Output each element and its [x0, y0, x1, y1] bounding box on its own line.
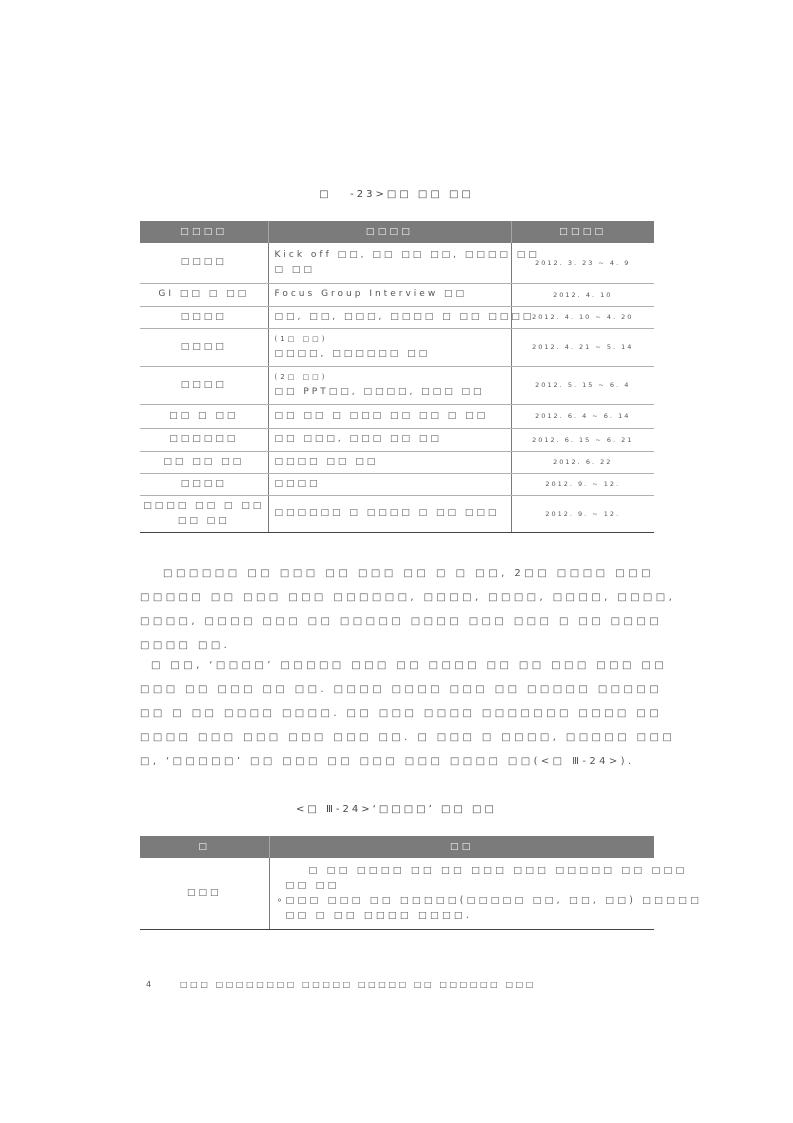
table-row — [140, 404, 654, 428]
paragraph-line: □□□□□□ □□ □□□ □□ □□□ □□ □ □ □□, 2□□ □□□□ □□□ — [163, 568, 654, 579]
page-number: 4 — [146, 980, 152, 989]
cell-content: Kick off □□, □□ □□ □□, □□□□ □□ □ □□ — [268, 243, 511, 283]
cell-content: □□ □□ □ □□□ □□ □□ □ □□ — [268, 404, 511, 428]
terms-table-header-row — [140, 836, 654, 858]
cell-content: □□, □□, □□□, □□□□ □ □□ □□□□ — [268, 306, 511, 328]
cell-content: Focus Group Interview □□ — [268, 283, 511, 306]
cell-stage: □□□□ — [140, 328, 268, 366]
cell-period: 2012. 3. 23 ~ 4. 9 — [511, 243, 654, 283]
cell-term: □□□ — [140, 858, 269, 929]
table-row — [140, 366, 654, 404]
paragraph-line: □□□□ □□. — [140, 640, 231, 651]
header-term: □ — [140, 836, 269, 858]
header-period: □□□□ — [511, 221, 654, 243]
header-stage: □□□□ — [140, 221, 268, 243]
cell-stage: □□ □ □□ — [140, 404, 268, 428]
schedule-table — [140, 221, 654, 533]
schedule-table-header-row — [140, 221, 654, 243]
table-row — [140, 306, 654, 328]
paragraph-line: □□□□□ □□ □□□ □□□ □□□□□□, □□□□, □□□□, □□□□, □□□□, — [140, 592, 676, 603]
cell-content: □□□□ — [268, 473, 511, 495]
cell-period: 2012. 6. 22 — [511, 451, 654, 473]
cell-period: 2012. 9. ~ 12. — [511, 495, 654, 532]
cell-period: 2012. 6. 4 ~ 6. 14 — [511, 404, 654, 428]
body-paragraph-2 — [140, 654, 676, 774]
cell-content: (2□ □□) □□ PPT□□, □□□□, □□□ □□ — [268, 366, 511, 404]
table-row — [140, 451, 654, 473]
table-row — [140, 283, 654, 306]
header-description: □□ — [269, 836, 654, 858]
paragraph-line: □□ □ □□ □□□□ □□□□. □□ □□□ □□□□ □□□□□□□ □□□□ □□ — [140, 708, 663, 719]
cell-period: 2012. 5. 15 ~ 6. 4 — [511, 366, 654, 404]
terms-table-title: <□ Ⅲ-24>‘□□□□’ □□ □□ — [296, 804, 497, 815]
cell-period: 2012. 4. 10 — [511, 283, 654, 306]
cell-period: 2012. 6. 15 ~ 6. 21 — [511, 428, 654, 451]
paragraph-line: □□□□, □□□□ □□□ □□ □□□□□ □□□□ □□□ □□□ □ □□ □□□□ — [140, 616, 663, 627]
table-row — [140, 428, 654, 451]
cell-period: 2012. 9. ~ 12. — [511, 473, 654, 495]
cell-content: □□□□□□ □ □□□□ □ □□ □□□ — [268, 495, 511, 532]
cell-period: 2012. 4. 21 ~ 5. 14 — [511, 328, 654, 366]
paragraph-line: □□□□ □□□ □□□ □□□ □□□ □□. □ □□□ □ □□□□, □□□□□ □□□ — [140, 732, 676, 743]
paragraph-line: □ □□, ‘□□□□’ □□□□□ □□□ □□ □□□□ □□ □□ □□□ □□□ □□ — [151, 660, 668, 671]
terms-table — [140, 836, 703, 930]
cell-period: 2012. 4. 10 ~ 4. 20 — [511, 306, 654, 328]
table-row — [140, 473, 654, 495]
cell-stage: □□□□ — [140, 306, 268, 328]
cell-stage: □□□□□□ — [140, 428, 268, 451]
paragraph-line: □, ‘□□□□□’ □□ □□□ □□ □□□ □□□ □□□□ □□(<□ Ⅲ-24>). — [140, 756, 635, 767]
table-row — [140, 243, 654, 283]
table-row — [140, 495, 654, 532]
cell-description: □ □□ □□□□ □□ □□ □□□ □□□ □□□□□ □□ □□□ □□ □□ ∘□□□ □□□ □□ □□□□□(□□□□□ □□, □□, □□) □□□□□ □□ □ □□ □□□□ □□□□. — [269, 858, 654, 929]
table-row — [140, 858, 654, 929]
cell-stage: □□□□ — [140, 366, 268, 404]
schedule-table-title: □ -23>□□ □□ □□ — [319, 189, 474, 200]
cell-stage: □□ □□ □□ — [140, 451, 268, 473]
running-footer: □□□ □□□□□□□□ □□□□□ □□□□□ □□ □□□□□□ □□□ — [180, 980, 536, 989]
cell-content: □□□□ □□ □□ — [268, 451, 511, 473]
paragraph-line: □□□ □□ □□□ □□ □□. □□□□ □□□□ □□□ □□ □□□□□ □□□□□ — [140, 684, 663, 695]
cell-stage: □□□□ — [140, 243, 268, 283]
cell-content: □□ □□□, □□□ □□ □□ — [268, 428, 511, 451]
cell-content: (1□ □□) □□□□, □□□□□□ □□ — [268, 328, 511, 366]
cell-stage: □□□□ — [140, 473, 268, 495]
cell-stage: □□□□ □□ □ □□ □□ □□ — [140, 495, 268, 532]
table-row — [140, 328, 654, 366]
header-content: □□□□ — [268, 221, 511, 243]
body-paragraph-1 — [140, 562, 676, 658]
cell-stage: GI □□ □ □□ — [140, 283, 268, 306]
